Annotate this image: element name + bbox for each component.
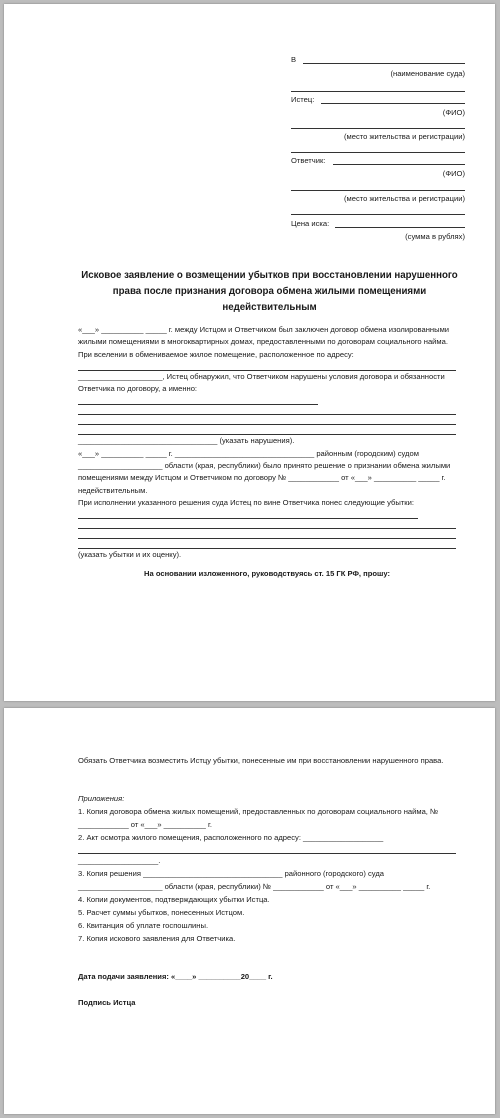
contract-paragraph: «___» __________ _____ г. между Истцом и Ответчиком был заключен договор обмена изолированными жилыми помещениями в многоквартирных домах, предоставленными по договорам социального найма. (78, 325, 450, 347)
attachment-5: 5. Расчет суммы убытков, понесенных Истцом. (78, 908, 245, 917)
attachment-2-blank-line (78, 844, 456, 854)
moving-in-paragraph: При вселении в обмениваемое жилое помещение, расположенное по адресу: (78, 349, 354, 359)
violations-blank-line-2 (78, 405, 456, 415)
defendant-residence-caption: (место жительства и регистрации) (343, 194, 465, 203)
document-page-1 (4, 4, 495, 701)
defendant-label: Ответчик: (291, 156, 326, 165)
document-page-2 (4, 708, 495, 1114)
address-blank-line (78, 361, 456, 371)
plaintiff-residence-caption: (место жительства и регистрации) (343, 132, 465, 141)
request-paragraph: Обязать Ответчика возместить Истцу убытки, понесенные им при восстановлении нарушенного права. (78, 756, 444, 765)
attachment-1: 1. Копия договора обмена жилых помещений, предоставленных по договорам социального найма, № ____________ от «___» __________ г. (78, 807, 439, 829)
violations-blank-line-4 (78, 425, 456, 435)
losses-blank-line-3 (78, 529, 456, 539)
attachment-2-tail: ___________________. (78, 856, 161, 865)
violations-blank-line-3 (78, 415, 456, 425)
attachment-2: 2. Акт осмотра жилого помещения, расположенного по адресу: ___________________ (78, 833, 384, 842)
claim-price-label: Цена иска: (291, 219, 330, 228)
attachment-3: 3. Копия решения _________________________________ районного (городского) суда ____________________ области (края, республики) № ____________ от «___» __________ _____ г. (78, 869, 431, 891)
losses-blank-line-2 (78, 519, 456, 529)
violations-blank-line-1 (78, 395, 318, 405)
defendant-fio-caption: (ФИО) (442, 169, 465, 178)
attachment-4: 4. Копии документов, подтверждающих убытки Истца. (78, 895, 270, 904)
attachments-heading: Приложения: (78, 794, 125, 803)
plaintiff-fio-caption: (ФИО) (442, 108, 465, 117)
amount-caption: (сумма в рублях) (405, 232, 465, 241)
document-title: Исковое заявление о возмещении убытков при восстановлении нарушенного права после признания договора обмена жилыми помещениями недействительным (81, 270, 458, 313)
violations-caption: _________________________________ (указать нарушения). (78, 436, 295, 446)
court-caption: (наименование суда) (390, 69, 465, 78)
attachment-6: 6. Квитанция об уплате госпошлины. (78, 921, 209, 930)
attachment-7: 7. Копия искового заявления для Ответчика. (78, 934, 236, 943)
court-prefix: В (291, 55, 297, 64)
page2-body (78, 754, 456, 1009)
losses-caption: (указать убытки и их оценку). (78, 550, 182, 560)
page1-body (78, 324, 456, 580)
violations-paragraph: ____________________, Истец обнаружил, что Ответчиком нарушены условия договора и обязанности Ответчика по договору, а именно: (78, 371, 445, 394)
filing-date-line: Дата подачи заявления: «____» __________20____ г. (78, 972, 273, 981)
plaintiff-signature-line: Подпись Истца (78, 998, 136, 1007)
legal-basis-line: На основании изложенного, руководствуясь ст. 15 ГК РФ, прошу: (144, 568, 390, 578)
losses-paragraph: При исполнении указанного решения суда Истец по вине Ответчика понес следующие убытки: (78, 497, 414, 507)
court-decision-paragraph: «___» __________ _____ г. _________________________________ районным (городским) судом ____________________ области (края, республики) было принято решение о признании обмена жилыми помещениями между Истцом и Ответчиком по договору № ____________ от «___» __________ _____ г. недействительным. (78, 448, 451, 495)
losses-blank-line-1 (78, 509, 418, 519)
losses-blank-line-4 (78, 539, 456, 549)
plaintiff-label: Истец: (291, 95, 315, 104)
